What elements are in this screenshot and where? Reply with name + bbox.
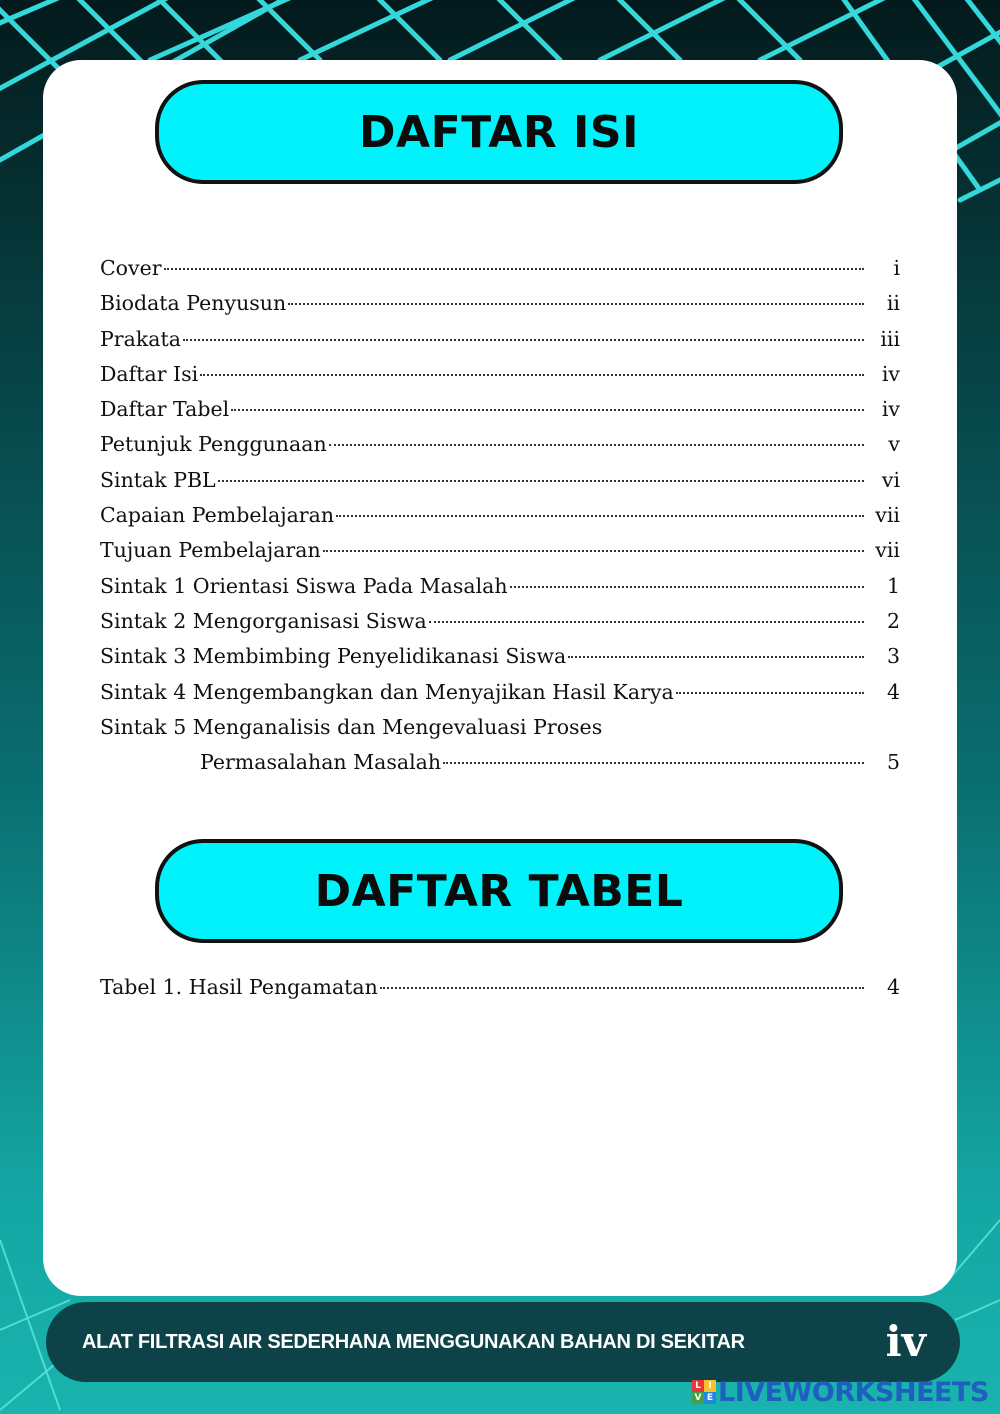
dot-leader [183, 339, 864, 341]
toc-entry-label: Sintak 3 Membimbing Penyelidikanasi Siswa [100, 644, 567, 669]
toc-entry-label: Sintak PBL [100, 467, 216, 492]
toc-entry-label: Sintak 4 Mengembangkan dan Menyajikan Hasil Karya [100, 679, 674, 704]
dot-leader [510, 586, 864, 588]
toc-entry[interactable] [100, 357, 900, 392]
toc-entry-page: 4 [886, 679, 900, 704]
toc-entry[interactable] [100, 498, 900, 533]
toc-entry[interactable] [100, 675, 900, 710]
toc-entry[interactable] [100, 533, 900, 568]
toc-entry-page: 2 [886, 608, 900, 633]
toc-entry-page: i [893, 256, 900, 280]
toc-entry[interactable] [100, 604, 900, 639]
toc-entry[interactable] [100, 286, 900, 321]
toc-entry[interactable] [100, 427, 900, 462]
footer-bar [46, 1302, 960, 1382]
footer-page-number: iv [885, 1317, 926, 1366]
dot-leader [164, 268, 864, 270]
watermark-text: LIVEWORKSHEETS [718, 1376, 989, 1408]
toc-entry-page: iii [880, 326, 900, 351]
logo-letter-e: E [704, 1392, 716, 1404]
logo-letter-i: I [704, 1380, 716, 1392]
toc-entry[interactable] [100, 745, 900, 780]
dot-leader [336, 515, 864, 517]
liveworksheets-watermark [692, 1377, 989, 1407]
table-entry-page: 4 [886, 975, 900, 999]
toc-entry[interactable] [100, 463, 900, 498]
dot-leader [200, 374, 864, 376]
toc-entry-label: Permasalahan Masalah [200, 750, 442, 775]
dot-leader [429, 621, 864, 623]
toc-entry-page: ii [886, 291, 900, 316]
toc-entry-label: Capaian Pembelajaran [100, 503, 335, 528]
toc-entry-page: vi [881, 467, 900, 492]
toc-entry-label: Sintak 5 Menganalisis dan Mengevaluasi Proses [100, 714, 603, 739]
toc-entry-label: Petunjuk Penggunaan [100, 432, 327, 457]
toc-title-banner [155, 80, 843, 184]
toc-entry-label: Sintak 2 Mengorganisasi Siswa [100, 608, 427, 633]
tables-list [100, 970, 900, 1005]
toc-entry-page: iv [881, 361, 900, 386]
dot-leader [676, 692, 864, 694]
logo-letter-v: V [692, 1392, 704, 1404]
tables-title-banner [155, 839, 843, 943]
toc-entry-page: 5 [886, 750, 900, 775]
toc-entry-label: Prakata [100, 326, 181, 351]
toc-entry[interactable] [100, 569, 900, 604]
footer-title: ALAT FILTRASI AIR SEDERHANA MENGGUNAKAN BAHAN DI SEKITAR [82, 1331, 745, 1353]
toc-entry-label: Daftar Isi [100, 361, 199, 386]
toc-entry-label: Daftar Tabel [100, 397, 230, 422]
toc-entry-label: Sintak 1 Orientasi Siswa Pada Masalah [100, 573, 508, 598]
dot-leader [568, 656, 864, 658]
toc-entry[interactable] [100, 639, 900, 674]
logo-letter-l: L [692, 1380, 704, 1392]
table-entry-label: Tabel 1. Hasil Pengamatan [100, 975, 378, 999]
dot-leader [323, 550, 864, 552]
toc-entry[interactable] [100, 392, 900, 427]
toc-entry-page: v [888, 432, 900, 457]
toc-entry-label: Biodata Penyusun [100, 291, 287, 316]
toc-entry[interactable] [100, 710, 900, 745]
table-entry[interactable] [100, 970, 900, 1005]
toc-list [100, 251, 900, 780]
toc-entry[interactable] [100, 251, 900, 286]
toc-entry-page: 1 [886, 573, 900, 598]
toc-entry-page: iv [881, 397, 900, 422]
dot-leader [288, 303, 864, 305]
toc-entry-label: Tujuan Pembelajaran [100, 538, 321, 563]
dot-leader [231, 409, 864, 411]
toc-entry-page: vii [875, 503, 900, 528]
dot-leader [329, 444, 864, 446]
toc-title: DAFTAR ISI [359, 106, 639, 158]
toc-entry-page: vii [875, 538, 900, 563]
dot-leader [380, 987, 864, 989]
liveworksheets-logo-icon [692, 1380, 716, 1404]
tables-title: DAFTAR TABEL [314, 865, 684, 917]
toc-entry-page: 3 [886, 644, 900, 669]
dot-leader [443, 762, 864, 764]
dot-leader [218, 480, 864, 482]
toc-entry-label: Cover [100, 256, 162, 280]
toc-entry[interactable] [100, 322, 900, 357]
